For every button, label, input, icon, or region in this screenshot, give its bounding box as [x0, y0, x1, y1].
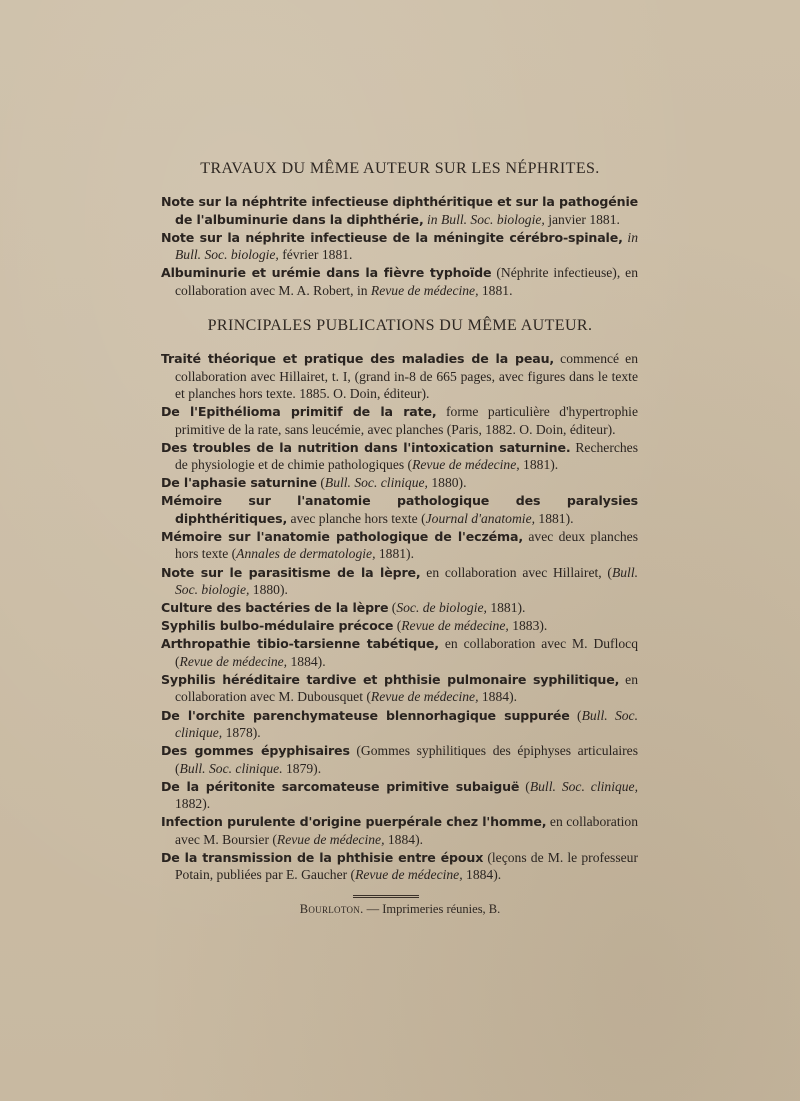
publication-details: 1884). [478, 689, 517, 705]
publication-details: (Néphrite infectieuse), en collaboration avec M. A. Robert, in [175, 265, 638, 298]
publication-entry [161, 635, 638, 670]
publication-title: Mémoire sur l'anatomie pathologique de l'eczéma, [161, 528, 523, 544]
publication-details: 1879). [282, 760, 322, 776]
publication-details: ( [393, 618, 402, 634]
publication-title: Traité théorique et pratique des maladies de la peau, [161, 351, 555, 366]
section-heading-principal-publications: PRINCIPALES PUBLICATIONS DU MÊME AUTEUR. [207, 317, 593, 334]
publication-entry [161, 229, 638, 264]
publication-title: Des troubles de la nutrition dans l'intoxication saturnine. [161, 439, 571, 455]
publication-title: Culture des bactéries de la lèpre [161, 600, 389, 616]
publication-details: Recherches de physiologie et de chimie pathologiques ( [175, 439, 638, 473]
printer-details: — Imprimeries réunies, B. [363, 902, 501, 916]
publication-source: in Bull. Soc. biologie, [175, 229, 638, 263]
publication-details: 1881). [519, 457, 559, 473]
publication-entry [161, 264, 638, 299]
publication-details: 1883). [508, 618, 548, 634]
publication-details: 1881). [486, 600, 526, 616]
publication-details: 1881). [535, 510, 574, 526]
publication-source: Bull. Soc. clinique, [324, 475, 428, 491]
publication-details: 1881). [375, 546, 414, 562]
publication-details: février 1881. [278, 247, 353, 263]
publication-details: en collaboration avec M. Duflocq ( [175, 636, 638, 669]
publication-title: De l'orchite parenchymateuse blennorhagique suppurée [161, 707, 570, 723]
publication-details: 1881. [478, 282, 513, 298]
publication-entry [161, 474, 638, 492]
publication-details: en collaboration avec M. Boursier ( [175, 814, 638, 847]
publication-details: 1880). [427, 475, 467, 491]
publication-details: 1884). [384, 831, 423, 847]
publication-title: Infection purulente d'origine puerpérale chez l'homme, [161, 814, 547, 830]
publication-entry [161, 350, 638, 403]
publication-details: 1884). [287, 653, 326, 669]
publication-details: 1884). [462, 867, 502, 883]
publication-entry [161, 617, 638, 635]
publication-source: Revue de médecine, [179, 653, 288, 669]
publication-entry [161, 849, 638, 884]
publication-details: ( [316, 475, 325, 491]
publication-details: avec planche hors texte ( [287, 510, 426, 526]
publication-details: ( [519, 778, 530, 794]
publication-title: Note sur la néphrite infectieuse de la méningite cérébro-spinale, [161, 229, 623, 245]
printer-name: Bourloton. [299, 902, 364, 916]
publication-source: Bull. Soc. clinique, [529, 778, 638, 794]
publication-title: Syphilis bulbo-médulaire précoce [161, 618, 394, 634]
publication-details: avec deux planches hors texte ( [175, 528, 638, 562]
publication-source: Bull. Soc. clinique. [179, 760, 283, 776]
publication-source: Revue de médecine, [401, 618, 509, 634]
publication-entry [161, 193, 638, 228]
footer-rule [353, 895, 419, 898]
publication-source: Journal d'anatomie, [425, 510, 536, 526]
publication-details: 1882). [175, 796, 211, 812]
publication-entry [161, 528, 638, 563]
publication-source: Bull. Soc. biologie, [175, 564, 638, 598]
publication-source: Revue de médecine, [355, 867, 463, 883]
publication-details: ( [569, 707, 582, 723]
publication-entry [161, 564, 638, 599]
publication-title: De la péritonite sarcomateuse primitive subaiguë [161, 778, 520, 794]
publication-entry [161, 599, 638, 617]
publication-title: Note sur la néphtrite infectieuse diphthéritique et sur la pathogénie de l'albuminurie dans la diphthérie, [161, 194, 638, 227]
publication-source: Bull. Soc. clinique, [175, 707, 638, 741]
nephrites-publication-list [161, 193, 638, 300]
publication-entry [161, 707, 638, 742]
publication-details: (Gommes syphilitiques des épiphyses articulaires ( [175, 743, 639, 776]
publication-title: Albuminurie et urémie dans la fièvre typhoïde [161, 265, 492, 281]
principal-publication-list [161, 350, 638, 885]
publication-entry [161, 778, 638, 813]
publication-title: Note sur le parasitisme de la lèpre, [161, 564, 421, 580]
publication-title: Syphilis héréditaire tardive et phthisie pulmonaire syphilitique, [161, 671, 620, 687]
publication-entry [161, 813, 638, 848]
publication-details: 1880). [249, 582, 288, 598]
publication-entry [161, 439, 638, 474]
publication-title: De l'Epithélioma primitif de la rate, [161, 404, 437, 420]
publication-title: Arthropathie tibio-tarsienne tabétique, [161, 636, 439, 652]
publication-details: en collaboration avec M. Dubousquet ( [175, 671, 638, 705]
publication-entry [161, 671, 638, 706]
publication-source: Revue de médecine, [412, 457, 520, 473]
publication-title: De la transmission de la phthisie entre époux [161, 849, 484, 865]
publication-entry [161, 492, 638, 527]
publication-details: commencé en collaboration avec Hillairet, t. I, (grand in-8 de 665 pages, avec figures dans le texte et planches hors texte. 1885. O. Doin, éditeur). [175, 351, 638, 401]
publication-entry [161, 403, 638, 438]
publication-title: De l'aphasie saturnine [161, 475, 317, 491]
publication-entry [161, 742, 638, 777]
publication-details: ( [388, 600, 397, 616]
publication-source: Revue de médecine, [370, 689, 479, 705]
publication-details: janvier 1881. [544, 211, 620, 227]
publication-title: Des gommes épyphisaires [161, 743, 350, 759]
publication-source: Annales de dermatologie, [236, 546, 376, 562]
publication-source: Revue de médecine, [367, 282, 479, 298]
publication-source: in Bull. Soc. biologie, [423, 211, 545, 227]
printer-imprint [0, 902, 800, 917]
publication-source: Soc. de biologie, [396, 600, 487, 616]
publication-details: forme particulière d'hypertrophie primitive de la rate, sans leucémie, avec planches (Paris, 1882. O. Doin, éditeur). [175, 404, 638, 437]
publication-details: en collaboration avec Hillairet, ( [420, 564, 612, 580]
publication-title: Mémoire sur l'anatomie pathologique des paralysies diphthéritiques, [161, 493, 638, 526]
section-heading-nephrites: TRAVAUX DU MÊME AUTEUR SUR LES NÉPHRITES. [200, 160, 600, 177]
publication-details: (leçons de M. le professeur Potain, publiées par E. Gaucher ( [175, 849, 638, 883]
publication-source: Revue de médecine, [276, 831, 385, 847]
publication-details: 1878). [222, 725, 261, 741]
